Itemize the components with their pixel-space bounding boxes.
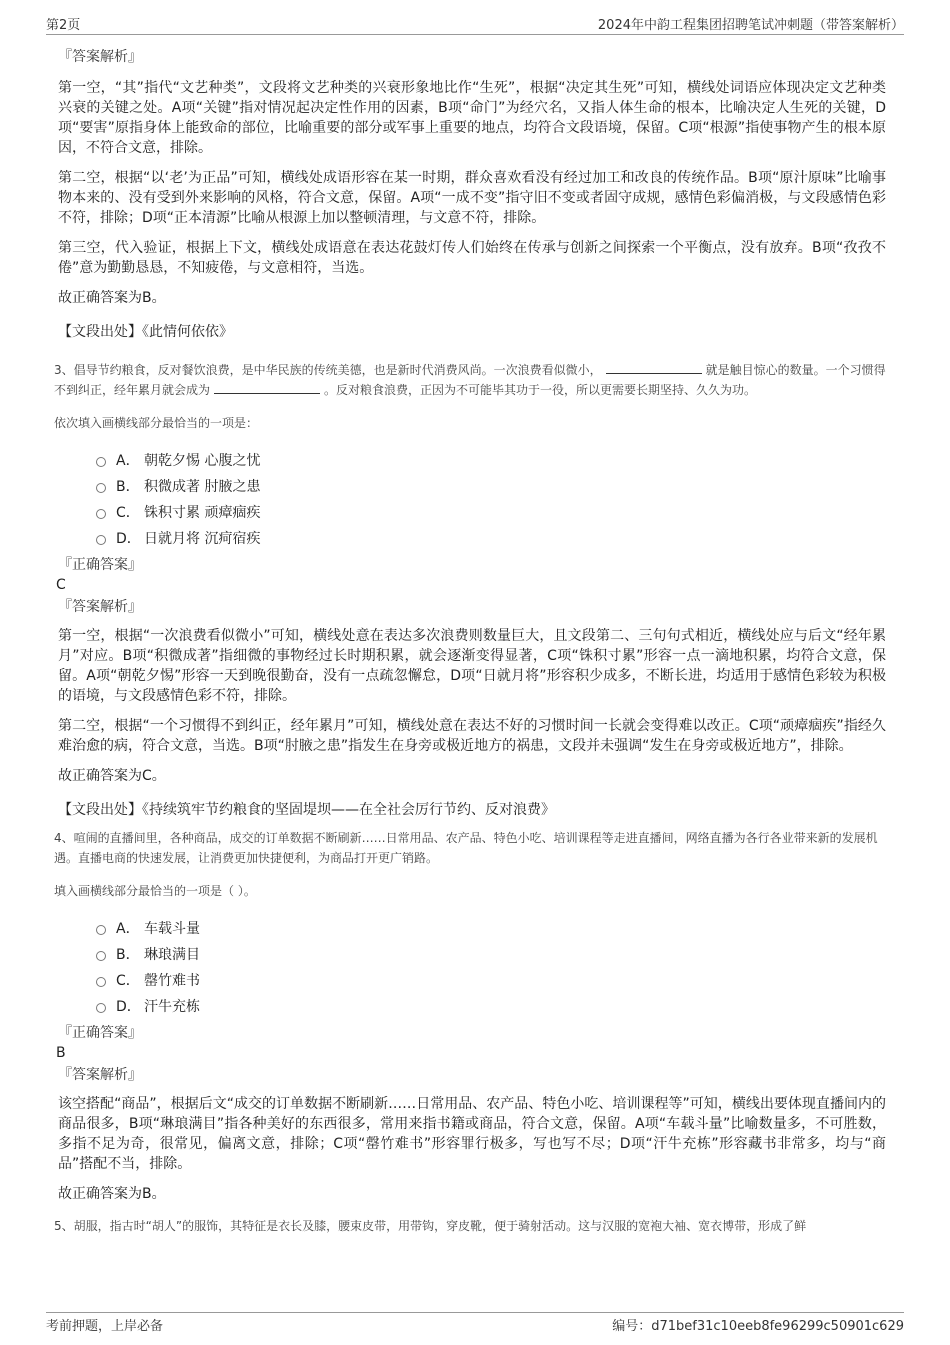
q4-conclusion: 故正确答案为B。: [58, 1186, 166, 1202]
q3-instruction: 依次填入画横线部分最恰当的一项是：: [54, 416, 259, 430]
q3-answer: C: [56, 577, 66, 593]
q3-blank-2: [214, 381, 320, 394]
q3-analysis-p2: 第二空，根据“一个习惯得不到纠正，经年累月”可知，横线处意在表达不好的习惯时间一长就会变得难以改正。C项“顽瘴痼疾”指经久难治愈的病，符合文意，当选。B项“肘腋之患”指发生在身旁或极近地方的祸患，文段并未强调“发生在身旁或极近地方”，排除。: [58, 718, 886, 754]
radio-icon[interactable]: [96, 509, 106, 519]
q3-stem-part-a: 3、倡导节约粮食，反对餐饮浪费，是中华民族的传统美德，也是新时代消费风尚。一次浪费看似微小，: [54, 363, 602, 377]
document-code: 编号：d71bef31c10eeb8fe96299c50901c629: [612, 1319, 904, 1334]
q3-stem-part-c: 量。一个习惯得不到纠正，经年累月就会成为: [54, 363, 886, 397]
q4-option-c[interactable]: C． 罄竹难书: [58, 968, 886, 994]
radio-icon[interactable]: [96, 977, 106, 987]
radio-icon[interactable]: [96, 1003, 106, 1013]
q4-stem: 4、喧闹的直播间里，各种商品，成交的订单数据不断刷新……日常用品、农产品、特色小吃、培训课程等走进直播间，网络直播为各行各业带来新的发展机遇。直播电商的快速发展，让消费更加快捷便利，为商品打开更广销路。: [54, 831, 878, 865]
q2-analysis-p3: 第三空，代入验证，根据上下文，横线处成语意在表达花鼓灯传人们始终在传承与创新之间探索一个平衡点，没有放弃。B项“孜孜不倦”意为勤勤恳恳，不知疲倦，与文意相符，当选。: [58, 240, 886, 276]
q4-answer-label: 『正确答案』: [58, 1025, 142, 1041]
page-header: [46, 12, 904, 35]
q3-option-a[interactable]: A． 朝乾夕惕 心腹之忧: [58, 448, 886, 474]
document-title: 2024年中韵工程集团招聘笔试冲刺题（带答案解析）: [597, 18, 904, 33]
q3-option-d[interactable]: D． 日就月将 沉疴宿疾: [58, 526, 886, 552]
q3-stem-part-b: 就是触目惊心的数: [705, 363, 802, 377]
q4-option-a[interactable]: A． 车载斗量: [58, 916, 886, 942]
q3-analysis-label: 『答案解析』: [58, 599, 142, 615]
q3-conclusion: 故正确答案为C。: [58, 768, 166, 784]
q5-stem: 5、胡服，指古时“胡人”的服饰，其特征是衣长及膝，腰束皮带，用带钩，穿皮靴，便于骑射活动。这与汉服的宽袍大袖、宽衣博带，形成了鲜: [54, 1219, 807, 1233]
radio-icon[interactable]: [96, 951, 106, 961]
q3-source: 【文段出处】《持续筑牢节约粮食的坚固堤坝——在全社会厉行节约、反对浪费》: [58, 802, 555, 818]
q3-option-b[interactable]: B． 积微成著 肘腋之患: [58, 474, 886, 500]
q3-blank-1: [606, 361, 702, 374]
radio-icon[interactable]: [96, 925, 106, 935]
q2-analysis-label: 『答案解析』: [58, 49, 142, 65]
q2-conclusion: 故正确答案为B。: [58, 290, 166, 306]
radio-icon[interactable]: [96, 535, 106, 545]
q3-option-c[interactable]: C． 铢积寸累 顽瘴痼疾: [58, 500, 886, 526]
q3-options: [58, 448, 886, 552]
page-footer: [46, 1312, 904, 1335]
q3-stem: [54, 360, 886, 400]
q4-answer: B: [56, 1045, 66, 1061]
radio-icon[interactable]: [96, 483, 106, 493]
q3-answer-label: 『正确答案』: [58, 557, 142, 573]
q3-stem-part-d: 。反对粮食浪费，正因为不可能毕其功于一役，所以更需要长期坚持、久久为功。: [324, 383, 757, 397]
q4-analysis-label: 『答案解析』: [58, 1067, 142, 1083]
q4-instruction: 填入画横线部分最恰当的一项是（ ）。: [54, 884, 256, 898]
q2-source: 【文段出处】《此情何依依》: [58, 324, 233, 340]
q3-analysis-p1: 第一空，根据“一次浪费看似微小”可知，横线处意在表达多次浪费则数量巨大，且文段第二、三句句式相近，横线处应与后文“经年累月”对应。B项“积微成著”指细微的事物经过长时期积累，就会逐渐变得显著，C项“铢积寸累”形容一点一滴地积累，均符合文意，保留。A项“朝乾夕惕”形容一天到晚很勤奋，没有一点疏忽懈怠，D项“日就月将”形容积少成多，不断长进，均适用于感情色彩较为积极的语境，与文段感情色彩不符，排除。: [58, 628, 886, 704]
q4-analysis-p1: 该空搭配“商品”，根据后文“成交的订单数据不断刷新……日常用品、农产品、特色小吃、培训课程等”可知，横线出要体现直播间内的商品很多，B项“琳琅满目”指各种美好的东西很多，常用来指书籍或商品，符合文意，保留。A项“车载斗量”比喻数量多，不可胜数，多指不足为奇，很常见，偏离文意，排除；C项“罄竹难书”形容罪行极多，写也写不尽；D项“汗牛充栋”形容藏书非常多，均与“商品”搭配不当，排除。: [58, 1096, 886, 1172]
q2-analysis-p2: 第二空，根据“以‘老’为正品”可知，横线处成语形容在某一时期，群众喜欢看没有经过加工和改良的传统作品。B项“原汁原味”比喻事物本来的、没有受到外来影响的风格，符合文意，保留。A项“一成不变”指守旧不变或者固守成规，感情色彩偏消极，与文段感情色彩不符，排除；D项“正本清源”比喻从根源上加以整顿清理，与文意不符，排除。: [58, 170, 886, 226]
q4-option-b[interactable]: B． 琳琅满目: [58, 942, 886, 968]
q4-option-d[interactable]: D． 汗牛充栋: [58, 994, 886, 1020]
q4-options: [58, 916, 886, 1020]
footer-motto: 考前押题，上岸必备: [46, 1319, 164, 1334]
q2-analysis-p1: 第一空，“其”指代“文艺种类”，文段将文艺种类的兴衰形象地比作“生死”，根据“决定其生死”可知，横线处词语应体现决定文艺种类兴衰的关键之处。A项“关键”指对情况起决定性作用的因素，B项“命门”为经穴名，又指人体生命的根本，比喻决定人生死的关键，D项“要害”原指身体上能致命的部位，比喻重要的部分或军事上重要的地点，均符合文段语境，保留。C项“根源”指使事物产生的根本原因，不符合文意，排除。: [58, 80, 886, 156]
radio-icon[interactable]: [96, 457, 106, 467]
page-number: 第2页: [46, 18, 81, 33]
page-content: [54, 44, 886, 1236]
